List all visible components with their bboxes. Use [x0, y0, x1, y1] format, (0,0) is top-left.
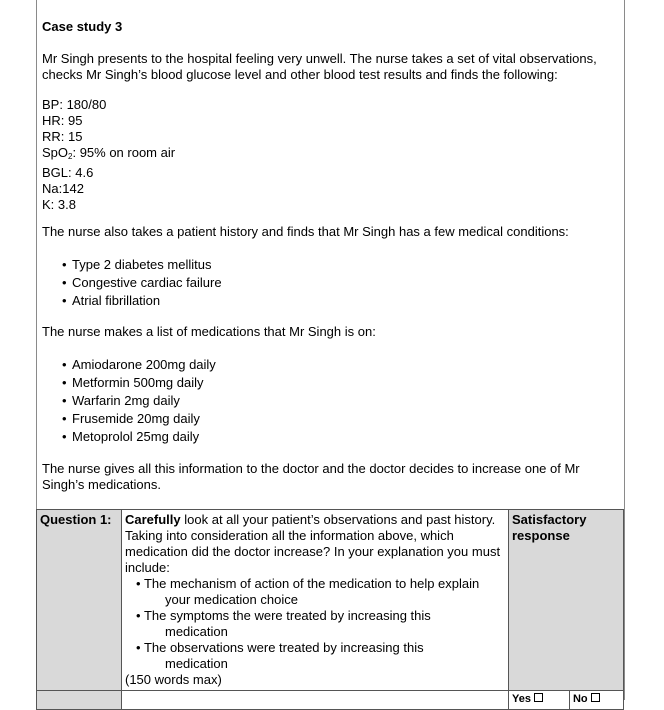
question-body	[122, 510, 509, 691]
sat-label-line1: Satisfactory	[512, 512, 587, 527]
bullet-icon: •	[136, 576, 144, 591]
list-item	[125, 576, 505, 608]
question-lead-text: look at all your patient’s observations and past history. Taking into consideration all the information above, which medication did the doctor increase? In your explanation you must include:	[125, 512, 501, 575]
vital-rr: RR: 15	[42, 129, 83, 144]
conditions-list	[62, 256, 222, 310]
medications-paragraph: The nurse makes a list of medications that Mr Singh is on:	[42, 324, 376, 339]
list-item	[62, 428, 216, 446]
point-line: your medication choice	[165, 592, 298, 607]
vital-bp: BP: 180/80	[42, 97, 107, 112]
point-line: medication	[165, 624, 228, 639]
question-lead-bold: Carefully	[125, 512, 181, 527]
medication-text: Warfarin 2mg daily	[72, 393, 180, 408]
vital-spo2	[42, 145, 175, 165]
question-lead	[125, 512, 505, 576]
sat-label-line2: response	[512, 528, 570, 543]
point-line: The observations were treated by increasing this	[143, 640, 424, 655]
vitals-list	[42, 97, 175, 213]
condition-text: Congestive cardiac failure	[72, 275, 222, 290]
bullet-icon: •	[136, 608, 144, 623]
bullet-icon: •	[62, 375, 67, 390]
spo2-value: : 95% on room air	[72, 145, 176, 160]
medication-text: Amiodarone 200mg daily	[72, 357, 216, 372]
vital-hr: HR: 95	[42, 113, 83, 128]
yes-label: Yes	[512, 693, 531, 705]
spo2-subscript: 2	[68, 152, 73, 161]
spo2-prefix: SpO	[42, 145, 69, 160]
list-item	[62, 392, 216, 410]
question-table	[36, 509, 624, 710]
checkbox-icon[interactable]	[591, 693, 600, 702]
list-item	[62, 292, 222, 310]
bullet-icon: •	[62, 257, 67, 272]
checkbox-icon[interactable]	[534, 693, 543, 702]
condition-text: Type 2 diabetes mellitus	[72, 257, 212, 272]
satisfactory-response-header	[509, 510, 624, 691]
bullet-icon: •	[62, 429, 67, 444]
bullet-icon: •	[62, 393, 67, 408]
list-item	[125, 608, 505, 640]
vital-na: Na:142	[42, 181, 84, 196]
list-item	[62, 256, 222, 274]
no-option[interactable]	[569, 691, 623, 710]
bullet-icon: •	[62, 357, 67, 372]
condition-text: Atrial fibrillation	[72, 293, 161, 308]
bullet-icon: •	[62, 293, 67, 308]
list-item	[62, 410, 216, 428]
no-label: No	[572, 693, 588, 705]
answer-label-cell	[37, 691, 122, 710]
word-limit: (150 words max)	[125, 672, 222, 687]
bullet-icon: •	[62, 411, 67, 426]
bullet-icon: •	[136, 640, 144, 655]
medications-list	[62, 356, 216, 446]
point-line: The mechanism of action of the medication to help explain	[143, 576, 480, 591]
list-item	[62, 356, 216, 374]
list-item	[62, 374, 216, 392]
medication-text: Metformin 500mg daily	[72, 375, 204, 390]
case-study-title: Case study 3	[42, 19, 123, 34]
vital-bgl: BGL: 4.6	[42, 165, 94, 180]
intro-paragraph: Mr Singh presents to the hospital feeling very unwell. The nurse takes a set of vital observations, checks Mr Singh’s blood glucose level and other blood test results and finds the following:	[42, 51, 597, 82]
yes-option[interactable]	[509, 691, 570, 710]
doctor-paragraph: The nurse gives all this information to the doctor and the doctor decides to increase one of Mr Singh’s medications.	[42, 461, 580, 492]
question-label: Question 1:	[37, 510, 122, 691]
vital-k: K: 3.8	[42, 197, 76, 212]
point-line: The symptoms the were treated by increasing this	[143, 608, 431, 623]
list-item	[125, 640, 505, 672]
medication-text: Metoprolol 25mg daily	[72, 429, 200, 444]
point-line: medication	[165, 656, 228, 671]
medication-text: Frusemide 20mg daily	[72, 411, 200, 426]
bullet-icon: •	[62, 275, 67, 290]
answer-cell[interactable]	[122, 691, 509, 710]
history-paragraph: The nurse also takes a patient history and finds that Mr Singh has a few medical conditions:	[42, 224, 569, 239]
list-item	[62, 274, 222, 292]
